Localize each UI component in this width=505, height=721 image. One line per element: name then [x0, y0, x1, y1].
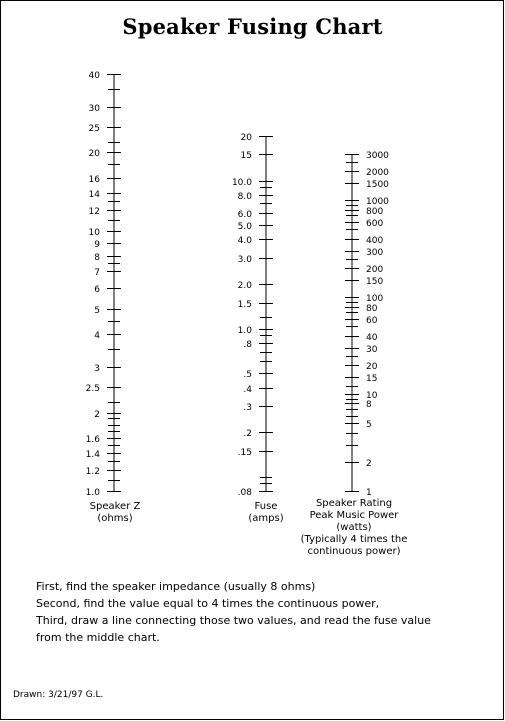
speaker-z-tick-label: 25	[88, 124, 100, 134]
fuse-tick-label: 8.0	[237, 192, 252, 202]
speaker-z-tick-label: 14	[88, 190, 100, 200]
speaker-rating-tick-label: 20	[366, 362, 378, 372]
instructions	[36, 578, 431, 646]
fuse-tick-label: .08	[237, 488, 252, 498]
power-label	[294, 498, 414, 558]
speaker-z-tick-label: 1.4	[85, 450, 100, 460]
speaker-rating-tick-label: 15	[366, 374, 378, 384]
speaker-z-tick-label: 9	[94, 240, 100, 250]
speaker-rating-tick-label: 1500	[366, 180, 389, 190]
speaker-z-tick-label: 40	[88, 71, 100, 81]
speaker-rating-tick-label: 400	[366, 236, 384, 246]
speaker-rating-tick-label: 300	[366, 248, 384, 258]
speaker-rating-tick-label: 10	[366, 391, 378, 401]
speaker-z-tick-label: 5	[94, 306, 100, 316]
speaker-z-name: Speaker Z	[89, 501, 141, 512]
fuse-tick-label: 20	[240, 133, 252, 143]
instruction-line: Second, find the value equal to 4 times the continuous power,	[36, 597, 380, 610]
speaker-z-tick-label: 3	[94, 364, 100, 374]
speaker-rating-tick-label: 150	[366, 277, 384, 287]
fuse-tick-label: 6.0	[237, 210, 252, 220]
speaker-rating-tick-label: 200	[366, 265, 384, 275]
fuse-tick-label: .2	[243, 429, 252, 439]
fuse-tick-label: .3	[243, 403, 252, 413]
fuse-tick-label: .8	[243, 340, 252, 350]
speaker-z-tick-label: 8	[94, 253, 100, 263]
fuse-tick-label: 1.0	[237, 326, 252, 336]
speaker-rating-tick-label: 800	[366, 207, 384, 217]
speaker-z-tick-label: 30	[88, 104, 100, 114]
speaker-z-tick-label: 2.5	[85, 384, 100, 394]
instruction-line: from the middle chart.	[36, 631, 160, 644]
power-line-1: Speaker Rating	[315, 498, 393, 509]
speaker-z-tick-label: 12	[88, 207, 100, 217]
speaker-rating-tick-label: 30	[366, 345, 378, 355]
speaker-z-label	[80, 501, 150, 525]
speaker-rating-tick-label: 80	[366, 304, 378, 314]
fuse-tick-label: 2.0	[237, 281, 252, 291]
fuse-name: Fuse	[254, 501, 278, 512]
instruction-line: First, find the speaker impedance (usually 8 ohms)	[36, 580, 316, 593]
speaker-z-tick-label: 7	[94, 268, 100, 278]
speaker-z-tick-label: 1.2	[85, 467, 100, 477]
speaker-rating-tick-label: 8	[366, 400, 372, 410]
drawn-credit: Drawn: 3/21/97 G.L.	[13, 690, 104, 700]
fuse-label	[236, 501, 296, 525]
speaker-rating-tick-label: 600	[366, 219, 384, 229]
speaker-z-tick-label: 4	[94, 331, 100, 341]
instruction-line: Third, draw a line connecting those two values, and read the fuse value	[36, 614, 431, 627]
speaker-z-tick-label: 20	[88, 149, 100, 159]
speaker-z-tick-label: 1.6	[85, 435, 100, 445]
speaker-z-tick-label: 16	[88, 175, 100, 185]
speaker-rating-tick-label: 100	[366, 294, 384, 304]
power-line-2: Peak Music Power	[309, 510, 399, 521]
fuse-tick-label: 1.5	[237, 300, 252, 310]
speaker-z-unit: (ohms)	[97, 513, 133, 524]
fuse-tick-label: 5.0	[237, 222, 252, 232]
fuse-tick-label: .15	[237, 448, 252, 458]
speaker-rating-tick-label: 5	[366, 420, 372, 430]
speaker-rating-tick-label: 2000	[366, 168, 389, 178]
fuse-tick-label: .5	[243, 370, 252, 380]
speaker-rating-tick-label: 2	[366, 459, 372, 469]
speaker-z-tick-label: 1.0	[85, 488, 100, 498]
chart-title: Speaker Fusing Chart	[122, 14, 383, 39]
fuse-unit: (amps)	[248, 513, 284, 524]
power-line-3: (watts)	[336, 522, 372, 533]
speaker-rating-tick-label: 1	[366, 488, 372, 498]
speaker-z-tick-label: 6	[94, 285, 100, 295]
speaker-rating-tick-label: 1000	[366, 197, 389, 207]
fuse-tick-label: 10.0	[231, 178, 252, 188]
speaker-rating-tick-label: 40	[366, 333, 378, 343]
speaker-rating-tick-label: 3000	[366, 151, 389, 161]
speaker-z-tick-label: 2	[94, 410, 100, 420]
fuse-tick-label: .4	[243, 385, 252, 395]
fuse-tick-label: 4.0	[237, 236, 252, 246]
speaker-z-tick-label: 10	[88, 228, 100, 238]
fuse-tick-label: 3.0	[237, 255, 252, 265]
fuse-tick-label: 15	[240, 151, 252, 161]
power-line-4: (Typically 4 times the	[300, 534, 408, 545]
power-line-5: continuous power)	[307, 546, 401, 557]
speaker-rating-tick-label: 60	[366, 316, 378, 326]
